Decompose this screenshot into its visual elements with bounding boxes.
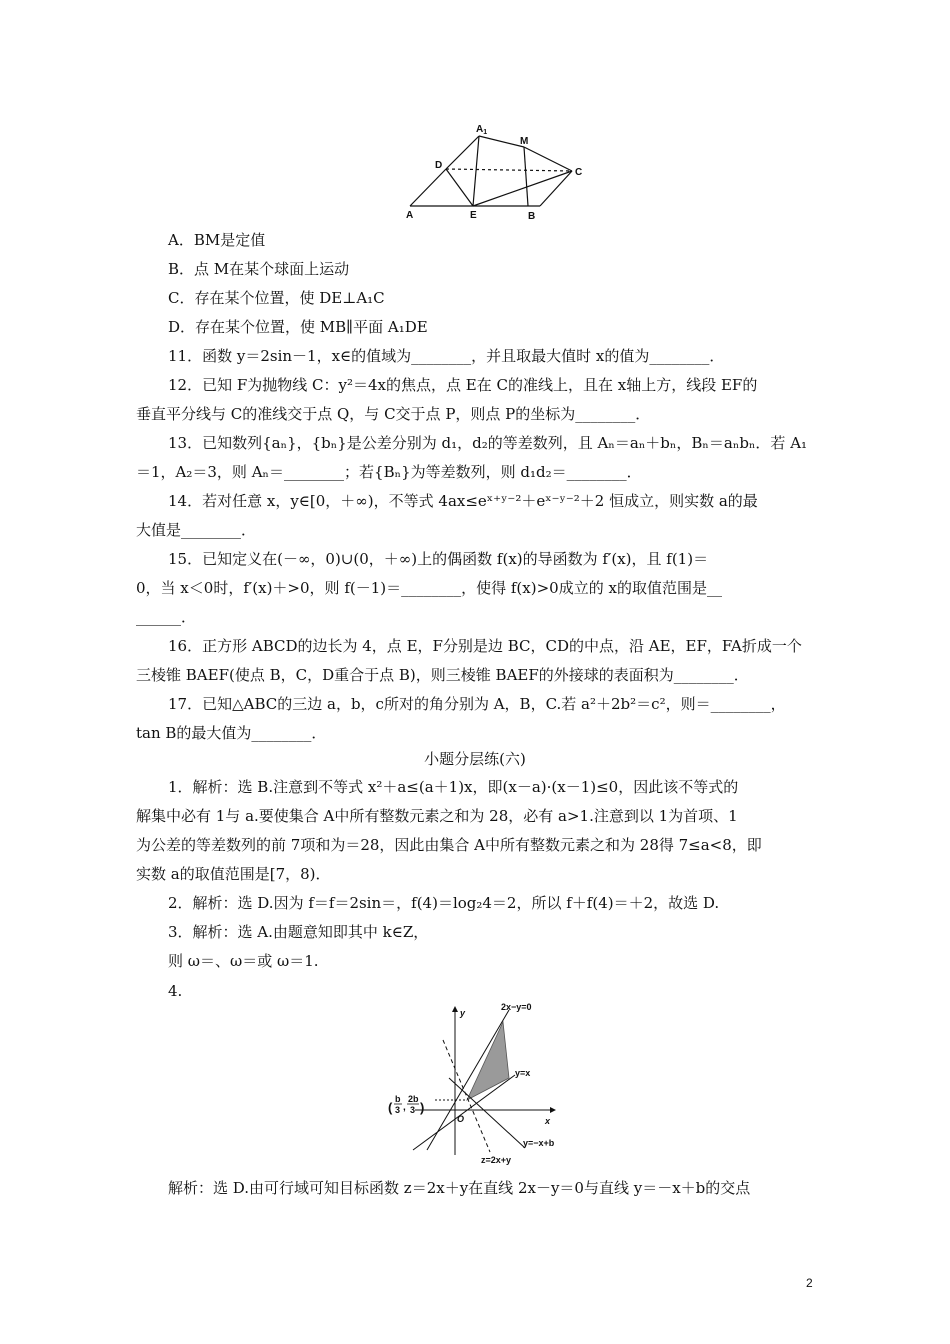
answer-1-line2: 解集中必有 1与 a.要使集合 A中所有整数元素之和为 28，必有 a>1.注意到以 1为首项、1 [136,807,738,825]
question-13-line1: 13．已知数列{aₙ}，{bₙ}是公差分别为 d₁，d₂的等差数列，且 Aₙ＝aₙ＋bₙ，Bₙ＝aₙbₙ．若 A₁ [168,434,808,452]
edge-DA1 [446,136,479,169]
feasible-region [467,1022,509,1100]
edge-EC [473,171,572,206]
svg-text:y=x: y=x [515,1068,531,1078]
answer-1-line4: 实数 a的取值范围是[7，8)． [136,865,331,883]
y-axis-arrow-icon [452,1006,458,1012]
question-12-line1: 12．已知 F为抛物线 C：y²＝4x的焦点，点 E在 C的准线上，且在 x轴上方，线段 EF的 [168,376,758,394]
svg-text:C: C [575,167,583,178]
answer-2: 2．解析：选 D.因为 f＝f＝2sin＝，f(4)＝log₂4＝2，所以 f＋f(4)＝＋2，故选 D. [168,894,720,912]
question-13-line2: ＝1，A₂＝3，则 Aₙ＝________；若{Bₙ}为等差数列，则 d₁d₂＝________． [136,463,642,481]
question-17-line2: tan B的最大值为________． [136,724,327,742]
section-title: 小题分层练(六) [424,750,526,768]
edge-MC [524,147,572,171]
svg-text:z=2x+y: z=2x+y [481,1155,512,1165]
svg-text:2x−y=0: 2x−y=0 [501,1002,532,1012]
geometry-figure [400,120,590,225]
question-16-line2: 三棱锥 BAEF(使点 B，C，D重合于点 B)，则三棱锥 BAEF的外接球的表面积为________． [136,666,749,684]
edge-DE [446,169,473,206]
edge-DC-dashed [446,169,572,171]
option-c: C．存在某个位置，使 DE⊥A₁C [168,289,385,307]
answer-4-explanation: 解析：选 D.由可行域可知目标函数 z＝2x＋y在直线 2x－y＝0与直线 y＝－x＋b的交点 [168,1179,751,1197]
answer-3-line2: 则 ω＝、ω＝或 ω＝1. [168,952,319,970]
svg-text:2b: 2b [408,1094,419,1104]
svg-text:E: E [470,210,477,221]
edge-A1E [473,136,479,206]
answer-3-line1: 3．解析：选 A.由题意知即其中 k∈Z， [168,923,429,941]
question-15-line2: 0，当 x＜0时，f′(x)＋>0，则 f(－1)＝________，使得 f(x)>0成立的 x的取值范围是__ [136,579,722,597]
answer-1-line1: 1．解析：选 B.注意到不等式 x²＋a≤(a＋1)x，即(x－a)·(x－1)≤0，因此该不等式的 [168,778,739,796]
question-17-line1: 17．已知△ABC的三边 a，b，c所对的角分别为 A，B，C.若 a²＋2b²＝c²，则＝________， [168,695,786,713]
svg-text:(: ( [388,1100,393,1115]
svg-text:b: b [395,1094,401,1104]
edge-MB [524,147,528,206]
question-11: 11．函数 y＝2sin－1，x∈的值域为________，并且取最大值时 x的值为________． [168,347,725,365]
svg-text:A: A [406,210,414,221]
question-12-line2: 垂直平分线与 C的准线交于点 Q，与 C交于点 P，则点 P的坐标为________． [136,405,651,423]
svg-text:y: y [460,1008,466,1018]
question-14-line2: 大值是________． [136,521,257,539]
svg-text:x: x [545,1116,551,1126]
line-z-2x-y [443,1040,490,1152]
x-axis-arrow-icon [550,1107,556,1113]
question-15-line1: 15．已知定义在(－∞，0)∪(0，＋∞)上的偶函数 f(x)的导函数为 f′(x)，且 f(1)＝ [168,550,709,568]
question-14-line1: 14．若对任意 x，y∈[0，＋∞)，不等式 4ax≤eˣ⁺ʸ⁻²＋eˣ⁻ʸ⁻²＋2 恒成立，则实数 a的最 [168,492,758,510]
svg-text:3: 3 [410,1105,416,1115]
svg-text:): ) [420,1100,425,1115]
svg-text:B: B [528,211,536,222]
svg-text:O: O [457,1114,465,1124]
svg-text:,: , [403,1102,406,1113]
option-d: D．存在某个位置，使 MB∥平面 A₁DE [168,318,428,336]
option-b: B．点 M在某个球面上运动 [168,260,350,278]
answer-1-line3: 为公差的等差数列的前 7项和为＝28，因此由集合 A中所有整数元素之和为 28得 7≤a<8，即 [136,836,762,854]
svg-text:D: D [435,160,443,171]
point-label [388,1094,424,1115]
svg-text:M: M [520,136,529,147]
svg-text:A1: $A_1$ [476,124,488,136]
edge-AD [410,169,446,206]
page-number: 2 [806,1276,813,1290]
edge-A1M [479,136,524,147]
svg-text:3: 3 [395,1105,401,1115]
svg-text:y=−x+b: y=−x+b [523,1138,555,1148]
answer-4-number: 4. [168,982,183,1000]
feasible-region-graph [385,1000,585,1170]
question-16-line1: 16．正方形 ABCD的边长为 4，点 E，F分别是边 BC，CD的中点，沿 AE，EF，FA折成一个 [168,637,802,655]
option-a: A．BM是定值 [168,231,266,249]
question-15-line3: ______． [136,608,197,626]
